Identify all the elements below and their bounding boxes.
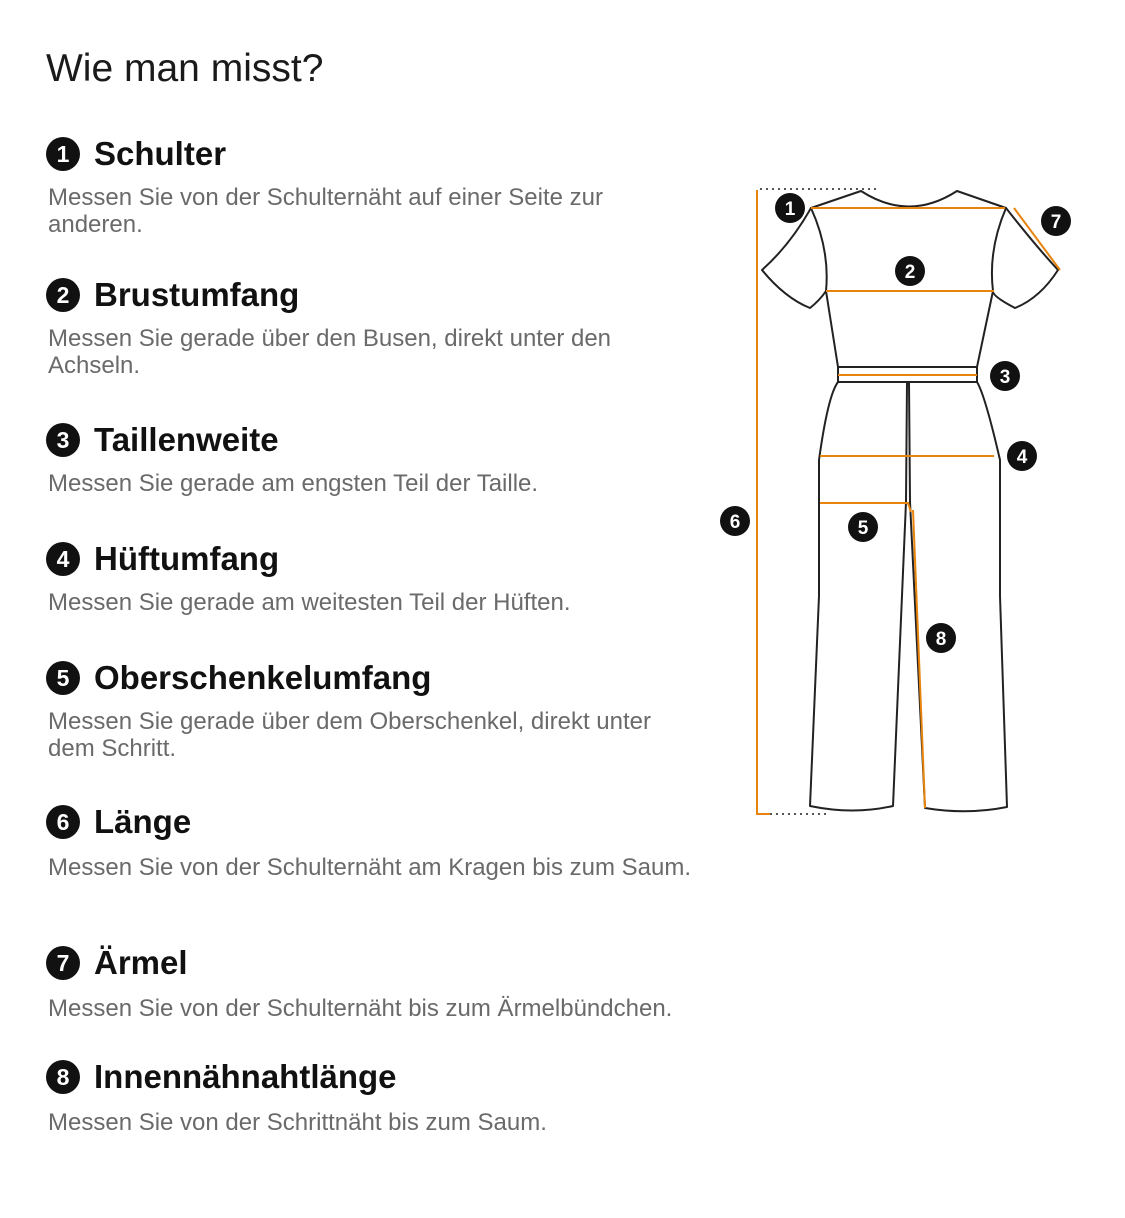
section-description: Messen Sie von der Schulternäht auf einer Seite zur anderen. (48, 184, 603, 238)
thigh-line (820, 503, 911, 512)
number-badge: 7 (46, 946, 80, 980)
number-badge: 1 (46, 137, 80, 171)
section-description: Messen Sie gerade am engsten Teil der Taille. (48, 470, 539, 497)
diagram-marker-3 (990, 361, 1020, 391)
section-header (46, 802, 736, 842)
number-badge: 3 (46, 423, 80, 457)
diagram-marker-1 (775, 193, 805, 223)
number-badge: 8 (46, 1060, 80, 1094)
section-oberschenkelumfang (46, 658, 736, 762)
section-aermel (46, 943, 736, 1022)
length-line (757, 190, 770, 814)
section-title: Brustumfang (94, 276, 300, 313)
svg-text:4: 4 (1016, 447, 1028, 468)
section-schulter (46, 134, 736, 238)
section-title: Ärmel (94, 944, 188, 981)
number-badge: 2 (46, 278, 80, 312)
section-taillenweite (46, 420, 736, 497)
section-header (46, 943, 736, 983)
section-header (46, 275, 736, 315)
section-laenge (46, 802, 736, 881)
diagram-marker-2 (895, 256, 925, 286)
section-brustumfang (46, 275, 736, 379)
section-description: Messen Sie gerade über dem Oberschenkel, direkt unter dem Schritt. (48, 708, 651, 762)
section-title: Schulter (94, 135, 227, 172)
diagram-marker-4 (1007, 441, 1037, 471)
section-title: Oberschenkelumfang (94, 659, 432, 696)
page-title: Wie man misst? (46, 47, 324, 90)
diagram-marker-6 (720, 506, 750, 536)
svg-text:8: 8 (935, 629, 947, 650)
section-hueftumfang (46, 539, 736, 616)
diagram-marker-7 (1041, 206, 1071, 236)
diagram-marker-8 (926, 623, 956, 653)
section-innennaehnahtlaenge (46, 1057, 736, 1136)
section-description: Messen Sie von der Schulternäht am Kragen bis zum Saum. (48, 854, 691, 881)
svg-text:5: 5 (857, 518, 869, 539)
section-header (46, 539, 736, 579)
inseam-line (913, 510, 925, 808)
jumpsuit-measurement-diagram (700, 170, 1100, 840)
svg-text:7: 7 (1050, 212, 1062, 233)
section-header (46, 420, 736, 460)
section-title: Innennähnahtlänge (94, 1058, 397, 1095)
section-title: Taillenweite (94, 421, 279, 458)
number-badge: 6 (46, 805, 80, 839)
section-description: Messen Sie gerade über den Busen, direkt unter den Achseln. (48, 325, 612, 379)
section-description: Messen Sie gerade am weitesten Teil der Hüften. (48, 589, 571, 616)
svg-text:1: 1 (784, 199, 796, 220)
section-header (46, 134, 736, 174)
section-title: Länge (94, 803, 192, 840)
section-description: Messen Sie von der Schulternäht bis zum Ärmelbündchen. (48, 995, 673, 1022)
svg-text:6: 6 (729, 512, 741, 533)
number-badge: 4 (46, 542, 80, 576)
number-badge: 5 (46, 661, 80, 695)
svg-text:2: 2 (904, 262, 916, 283)
section-description: Messen Sie von der Schrittnäht bis zum Saum. (48, 1109, 547, 1136)
diagram-markers (720, 193, 1071, 653)
svg-text:3: 3 (999, 367, 1011, 388)
section-title: Hüftumfang (94, 540, 280, 577)
section-header (46, 1057, 736, 1097)
diagram-marker-5 (848, 512, 878, 542)
section-header (46, 658, 736, 698)
